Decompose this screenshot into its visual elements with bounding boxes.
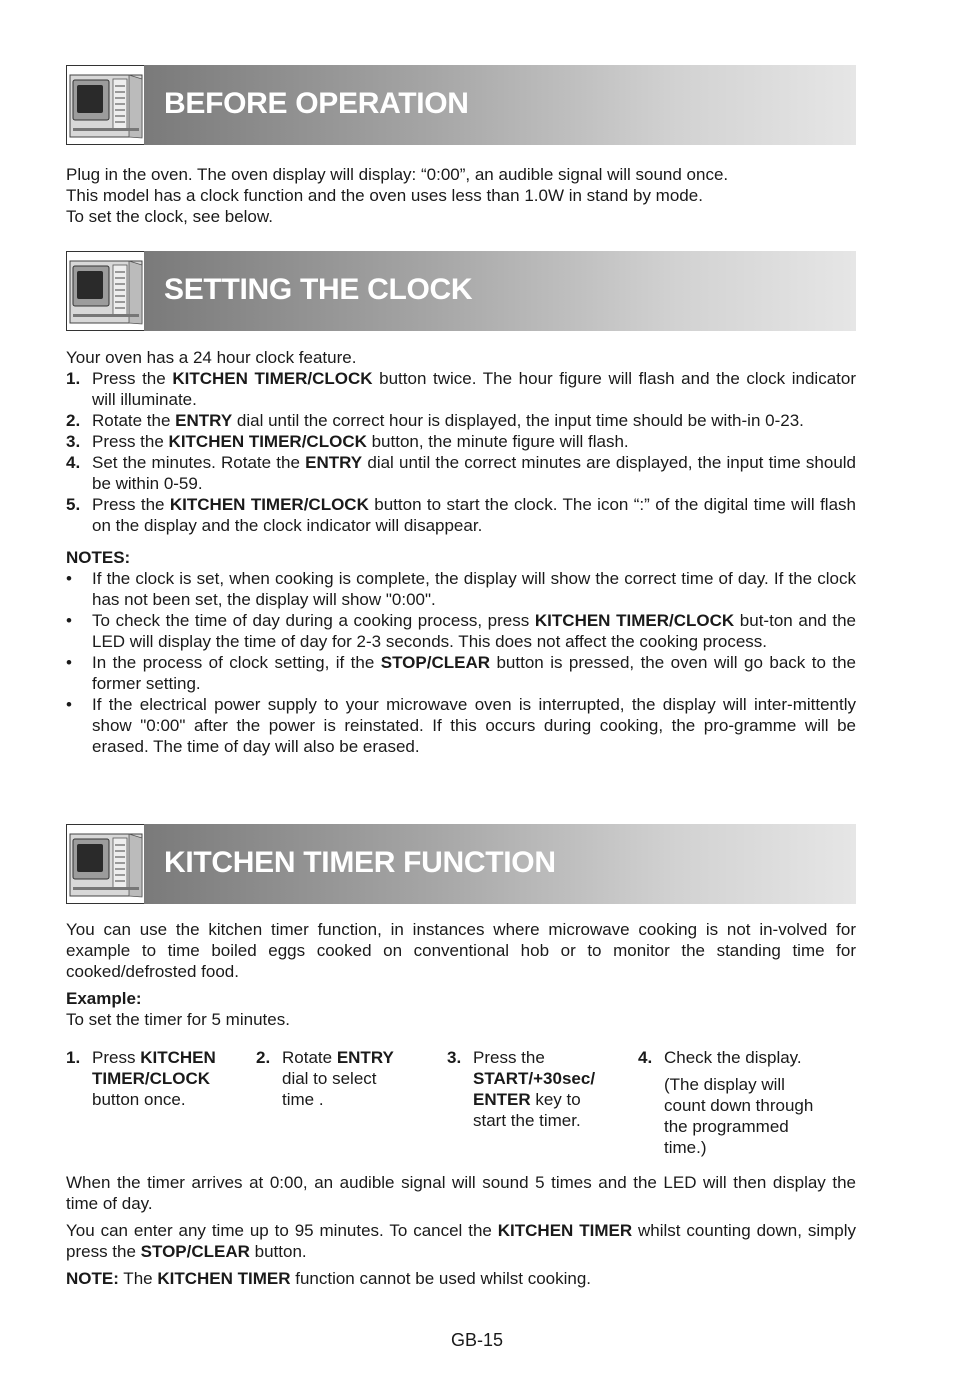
page-number: GB-15 — [450, 1330, 504, 1350]
timer-step: 2. Rotate ENTRY dial to select time . — [256, 1048, 394, 1109]
paragraph-line: To set the clock, see below. — [66, 207, 273, 226]
note-item: • In the process of clock setting, if the STOP/CLEAR button is pressed, the oven will go back to the former setting. — [66, 653, 856, 693]
list-item: 4. Set the minutes. Rotate the ENTRY dial until the correct minutes are displayed, the input time should be within 0-59. — [66, 453, 857, 493]
note-item: • If the clock is set, when cooking is complete, the display will show the correct time of day. If the clock has not been set, the display will show "0:00". — [66, 569, 856, 609]
timer-step: 3. Press the START/+30sec/ ENTER key to start the timer. — [447, 1048, 596, 1130]
example-label: Example: — [66, 989, 142, 1008]
banner-setting-clock — [66, 251, 856, 331]
example-text: To set the timer for 5 minutes. — [66, 1010, 290, 1029]
notes-label: NOTES: — [66, 548, 131, 567]
list-item: 3. Press the KITCHEN TIMER/CLOCK button, the minute figure will flash. — [66, 432, 629, 451]
microwave-icon — [66, 251, 145, 331]
intro-text: Your oven has a 24 hour clock feature. — [66, 348, 357, 367]
timer-step: 4. Check the display. (The display will count down through the programmed time.) — [638, 1048, 814, 1157]
microwave-icon — [66, 65, 145, 145]
note-item: • If the electrical power supply to your microwave oven is interrupted, the display will inter-mittently show "0:00" after the power is reinstated. If this occurs during cooking, the pro-gramme will be erased. The time of day will also be erased. — [66, 695, 856, 756]
setting-clock-text — [66, 347, 856, 757]
before-operation-text — [66, 164, 856, 227]
microwave-icon — [66, 824, 145, 904]
section-title: SETTING THE CLOCK — [164, 273, 473, 306]
note-line: NOTE: The KITCHEN TIMER function cannot be used whilst cooking. — [66, 1269, 592, 1288]
section-title: KITCHEN TIMER FUNCTION — [164, 846, 556, 879]
cancel-instruction: You can enter any time up to 95 minutes. To cancel the KITCHEN TIMER whilst counting down, simply press the STOP/CLEAR button. — [66, 1221, 856, 1261]
note-item: • To check the time of day during a cooking process, press KITCHEN TIMER/CLOCK but-ton and the LED will display the time of day for 2-3 seconds. This does not affect the cooking process. — [66, 611, 857, 651]
section-title: BEFORE OPERATION — [164, 87, 469, 120]
banner-kitchen-timer — [66, 824, 856, 904]
paragraph-line: This model has a clock function and the oven uses less than 1.0W in stand by mode. — [66, 186, 703, 205]
timer-step: 1. Press KITCHEN TIMER/CLOCK button once. — [66, 1048, 216, 1109]
list-item: 2. Rotate the ENTRY dial until the correct hour is displayed, the input time should be with-in 0-23. — [66, 411, 804, 430]
paragraph-line: Plug in the oven. The oven display will display: “0:00”, an audible signal will sound once. — [66, 165, 729, 184]
list-item: 1. Press the KITCHEN TIMER/CLOCK button twice. The hour figure will flash and the clock indicator will illuminate. — [66, 369, 856, 409]
list-item: 5. Press the KITCHEN TIMER/CLOCK button to start the clock. The icon “:” of the digital time will flash on the display and the clock indicator will disappear. — [66, 495, 856, 535]
timer-steps — [66, 1047, 856, 1162]
kitchen-timer-details: When the timer arrives at 0:00, an audible signal will sound 5 times and the LED will then display the time of day. You can enter any time up to 95 minutes. To cancel the KITCHEN TIMER whilst counting down, simply press the STOP/CLEAR button. NOTE: The KITCHEN TIMER function cannot be used whilst cooking. — [66, 1173, 856, 1288]
kitchen-timer-intro: You can use the kitchen timer function, in instances where microwave cooking is not in-volved for example to time boiled eggs cooked on conventional hob or to monitor the standing time for cooked/defrosted food. Example: To set the timer for 5 minutes. — [66, 920, 856, 1029]
banner-before-operation — [66, 65, 856, 145]
